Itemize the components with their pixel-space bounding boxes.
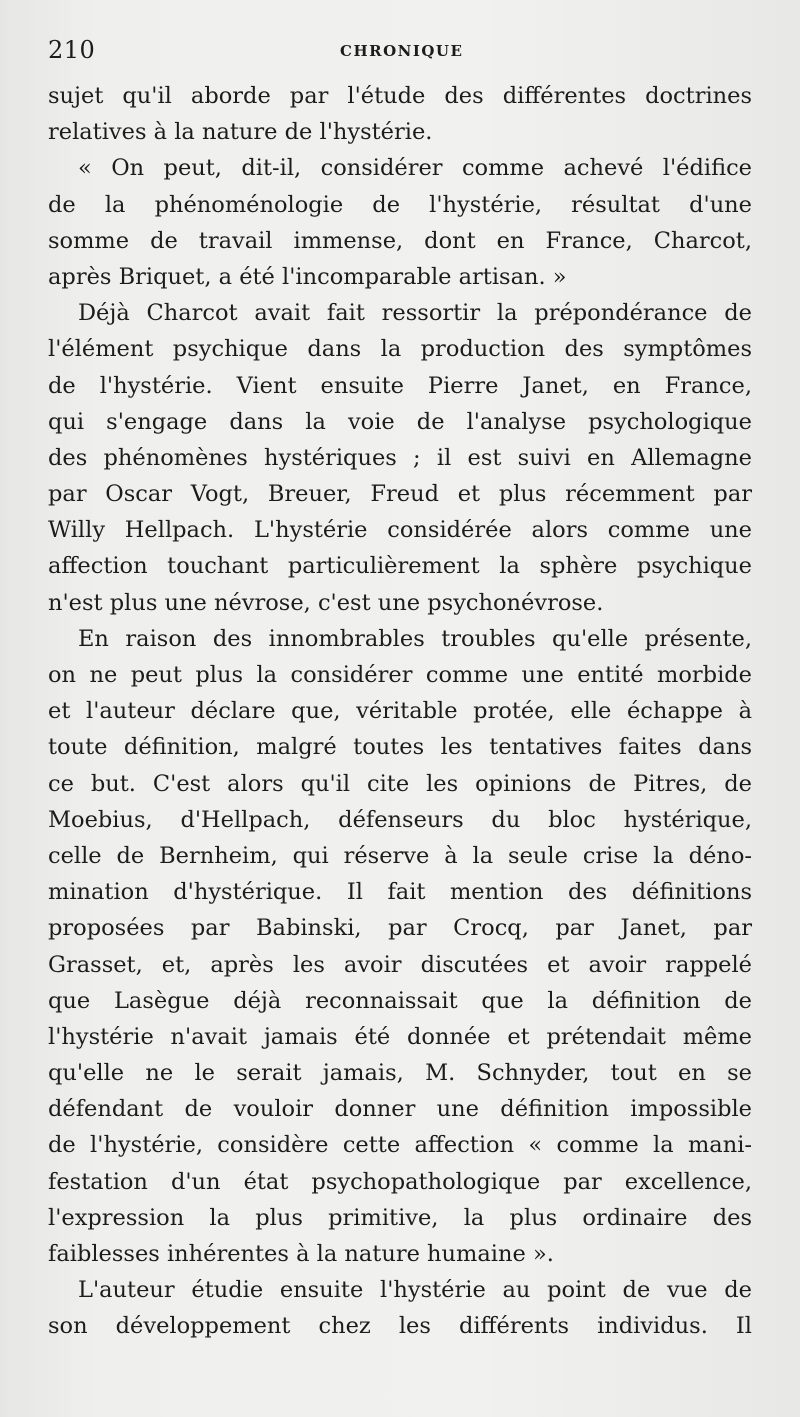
- text-line: En raison des innombrables troubles qu'elle présente,: [78, 625, 752, 652]
- text-line: n'est plus une névrose, c'est une psychonévrose.: [48, 589, 604, 616]
- text-line: Déjà Charcot avait fait ressortir la prépondérance de: [78, 300, 752, 327]
- text-line: festation d'un état psychopathologique par excellence,: [48, 1168, 752, 1195]
- text-line: qui s'engage dans la voie de l'analyse psychologique: [48, 408, 752, 435]
- text-line: son développement chez les différents individus. Il: [48, 1313, 752, 1340]
- text-line: L'auteur étudie ensuite l'hystérie au point de vue de: [78, 1277, 752, 1304]
- text-line: et l'auteur déclare que, véritable protée, elle échappe à: [48, 698, 752, 725]
- text-line: on ne peut plus la considérer comme une entité morbide: [48, 662, 752, 688]
- text-line: « On peut, dit-il, considérer comme achevé l'édifice: [78, 155, 752, 182]
- text-line: Moebius, d'Hellpach, défenseurs du bloc hystérique,: [48, 806, 752, 833]
- text-line: Willy Hellpach. L'hystérie considérée alors comme une: [48, 517, 752, 544]
- text-line: sujet qu'il aborde par l'étude des différentes doctrines: [48, 83, 752, 109]
- running-title: CHRONIQUE: [340, 42, 464, 60]
- text-line: relatives à la nature de l'hystérie.: [48, 119, 433, 146]
- text-line: faiblesses inhérentes à la nature humaine ».: [48, 1241, 554, 1267]
- text-line: Grasset, et, après les avoir discutées et avoir rappelé: [48, 951, 752, 978]
- text-line: de l'hystérie, considère cette affection « comme la mani-: [48, 1132, 752, 1159]
- text-line: défendant de vouloir donner une définition impossible: [48, 1096, 752, 1123]
- text-line: toute définition, malgré toutes les tentatives faites dans: [48, 734, 752, 761]
- text-line: somme de travail immense, dont en France, Charcot,: [48, 227, 752, 254]
- page-number: 210: [48, 36, 96, 64]
- text-line: affection touchant particulièrement la sphère psychique: [48, 553, 752, 580]
- text-line: que Lasègue déjà reconnaissait que la définition de: [48, 987, 752, 1014]
- text-line: ce but. C'est alors qu'il cite les opinions de Pitres, de: [48, 770, 752, 797]
- text-line: de l'hystérie. Vient ensuite Pierre Janet, en France,: [48, 372, 752, 399]
- text-line: celle de Bernheim, qui réserve à la seule crise la déno-: [48, 842, 752, 869]
- text-line: l'élément psychique dans la production des symptômes: [48, 336, 752, 363]
- text-line: mination d'hystérique. Il fait mention des définitions: [48, 879, 752, 906]
- text-line: par Oscar Vogt, Breuer, Freud et plus récemment par: [48, 481, 752, 508]
- text-line: proposées par Babinski, par Crocq, par Janet, par: [48, 915, 752, 942]
- text-line: des phénomènes hystériques ; il est suivi en Allemagne: [48, 444, 752, 471]
- text-line: après Briquet, a été l'incomparable artisan. »: [48, 263, 567, 290]
- text-line: l'hystérie n'avait jamais été donnée et prétendait même: [48, 1023, 752, 1050]
- body-text: [48, 78, 752, 1345]
- text-line: qu'elle ne le serait jamais, M. Schnyder, tout en se: [48, 1060, 752, 1087]
- text-line: l'expression la plus primitive, la plus ordinaire des: [48, 1204, 752, 1231]
- page-header: [48, 36, 752, 76]
- text-line: de la phénoménologie de l'hystérie, résultat d'une: [48, 191, 752, 218]
